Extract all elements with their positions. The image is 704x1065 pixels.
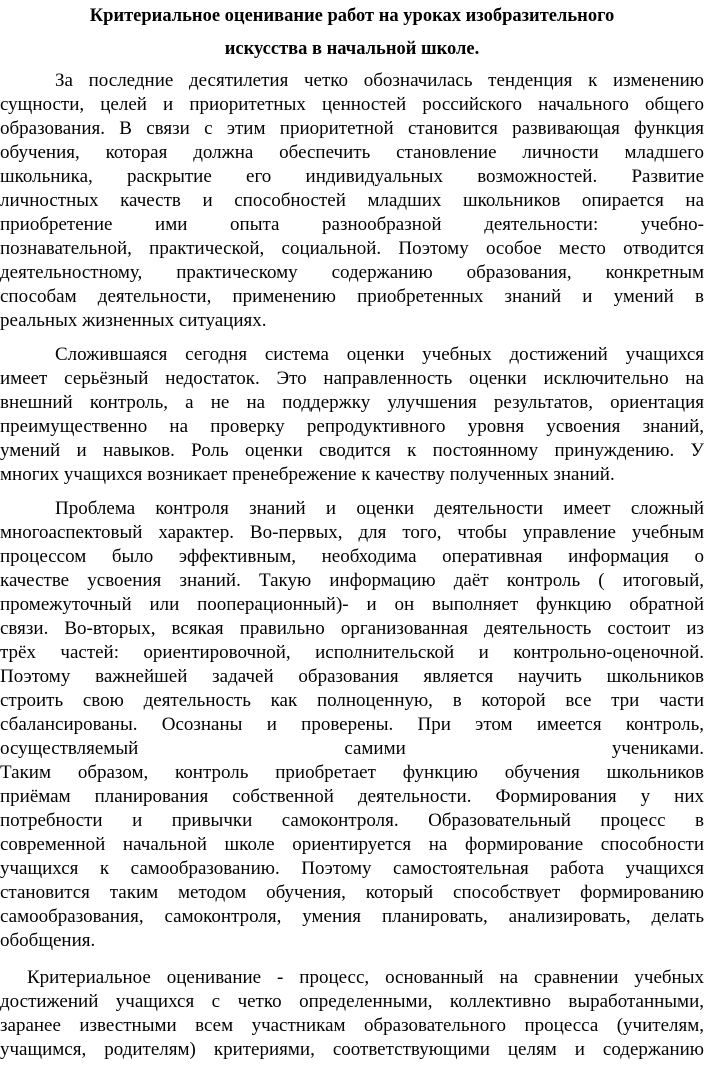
- paragraph-line: учащимся, родителям) критериями, соответствующими целям и содержанию: [0, 1039, 704, 1060]
- paragraph-line: самообразования, самоконтроля, умения планировать, анализировать, делать: [0, 906, 704, 927]
- paragraph-line: связи. Во-вторых, всякая правильно организованная деятельность состоит из: [0, 618, 704, 639]
- paragraph-line: способам деятельности, применению приобретенных знаний и умений в: [0, 286, 704, 307]
- paragraph-line: школьника, раскрытие его индивидуальных возможностей. Развитие: [0, 166, 704, 187]
- paragraph-line: имеет серьёзный недостаток. Это направленность оценки исключительно на: [0, 368, 704, 389]
- paragraph-line: современной начальной школе ориентируется на формирование способности: [0, 834, 704, 855]
- paragraph-line: становится таким методом обучения, который способствует формированию: [0, 882, 704, 903]
- paragraph-line: потребности и привычки самоконтроля. Образовательный процесс в: [0, 810, 704, 831]
- paragraph-line: образования. В связи с этим приоритетной становится развивающая функция: [0, 118, 704, 139]
- paragraph-line: внешний контроль, а не на поддержку улучшения результатов, ориентация: [0, 392, 704, 413]
- paragraph-line: промежуточный или пооперационный)- и он выполняет функцию обратной: [0, 594, 704, 615]
- paragraph-line: реальных жизненных ситуациях.: [0, 310, 267, 331]
- paragraph-line: трёх частей: ориентировочной, исполнительской и контрольно-оценочной.: [0, 642, 704, 663]
- paragraph-line: сущности, целей и приоритетных ценностей российского начального общего: [0, 94, 704, 115]
- paragraph-line: познавательной, практической, социальной. Поэтому особое место отводится: [0, 238, 704, 259]
- paragraph-line: Проблема контроля знаний и оценки деятельности имеет сложный: [55, 498, 704, 519]
- paragraph-line: Критериальное оценивание - процесс, основанный на сравнении учебных: [27, 967, 704, 988]
- paragraph-line: умений и навыков. Роль оценки сводится к постоянному принуждению. У: [0, 440, 704, 461]
- paragraph-line: Поэтому важнейшей задачей образования является научить школьников: [0, 666, 704, 687]
- document-title-line-2: искусства в начальной школе.: [224, 39, 480, 59]
- paragraph-line: обобщения.: [0, 930, 96, 951]
- paragraph-line: процессом было эффективным, необходима оперативная информация о: [0, 546, 704, 567]
- paragraph-line: приёмам планирования собственной деятельности. Формирования у них: [0, 786, 704, 807]
- paragraph-line: личностных качеств и способностей младших школьников опирается на: [0, 190, 704, 211]
- paragraph-line: заранее известными всем участникам образовательного процесса (учителям,: [0, 1015, 704, 1036]
- paragraph-line: достижений учащихся с четко определенными, коллективно выработанными,: [0, 991, 704, 1012]
- paragraph-line: строить свою деятельность как полноценную, в которой все три части: [0, 690, 704, 711]
- paragraph-line: преимущественно на проверку репродуктивного уровня усвоения знаний,: [0, 416, 704, 437]
- paragraph-line: приобретение ими опыта разнообразной деятельности: учебно-: [0, 214, 704, 235]
- paragraph-line: качестве усвоения знаний. Такую информацию даёт контроль ( итоговый,: [0, 570, 704, 591]
- paragraph-line: многих учащихся возникает пренебрежение к качеству полученных знаний.: [0, 464, 615, 485]
- paragraph-line: обучения, которая должна обеспечить становление личности младшего: [0, 142, 704, 163]
- paragraph-line: Сложившаяся сегодня система оценки учебных достижений учащихся: [55, 344, 704, 365]
- paragraph-line: многоаспектовый характер. Во-первых, для того, чтобы управление учебным: [0, 522, 704, 543]
- paragraph-line: деятельностному, практическому содержанию образования, конкретным: [0, 262, 704, 283]
- paragraph-line: Таким образом, контроль приобретает функцию обучения школьников: [0, 762, 704, 783]
- paragraph-line: За последние десятилетия четко обозначилась тенденция к изменению: [55, 70, 704, 91]
- paragraph-line: учащихся к самообразованию. Поэтому самостоятельная работа учащихся: [0, 858, 704, 879]
- document-title-line-1: Критериальное оценивание работ на уроках изобразительного: [89, 6, 615, 26]
- paragraph-line: осуществляемый самими учениками.: [0, 738, 704, 759]
- paragraph-line: сбалансированы. Осознаны и проверены. При этом имеется контроль,: [0, 714, 704, 735]
